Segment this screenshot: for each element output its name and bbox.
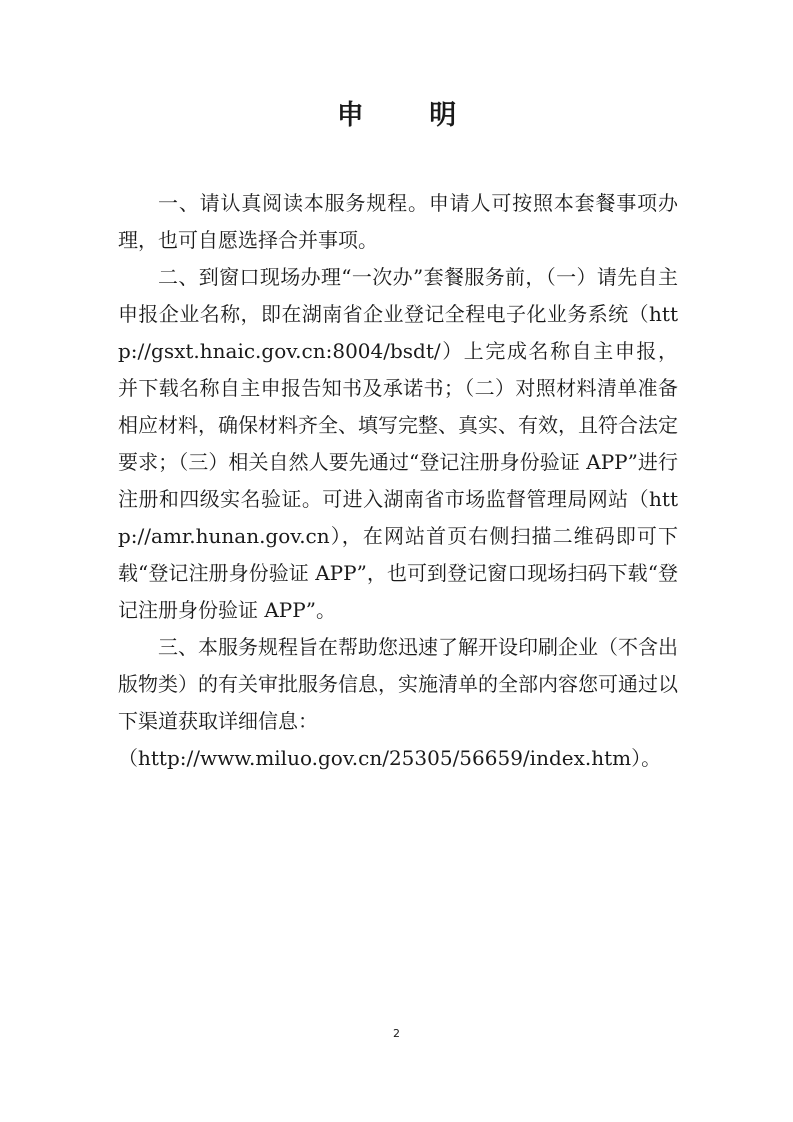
page-title: 申 明: [336, 100, 485, 131]
paragraph-1: 一、请认真阅读本服务规程。申请人可按照本套餐事项办理，也可自愿选择合并事项。: [118, 191, 678, 252]
paragraph-2: 二、到窗口现场办理“一次办”套餐服务前，（一）请先自主申报企业名称，即在湖南省企业登记全程电子化业务系统（http://gsxt.hnaic.gov.cn:8004/bsdt/）上完成名称自主申报，并下载名称自主申报告知书及承诺书；（二）对照材料清单准备相应材料，确保材料齐全、填写完整、真实、有效，且符合法定要求；（三）相关自然人要先通过“登记注册身份验证 APP”进行注册和四级实名验证。可进入湖南省市场监督管理局网站（http://amr.hunan.gov.cn），在网站首页右侧扫描二维码即可下载“登记注册身份验证 APP”，也可到登记窗口现场扫码下载“登记注册身份验证 APP”。: [118, 265, 678, 622]
page-number: 2: [393, 1027, 400, 1040]
info-url-line: （http://www.miluo.gov.cn/25305/56659/index.htm）。: [118, 746, 662, 770]
document-body: [118, 185, 678, 777]
paragraph-3: 三、本服务规程旨在帮助您迅速了解开设印刷企业（不含出版物类）的有关审批服务信息，实施清单的全部内容您可通过以下渠道获取详细信息：: [118, 635, 678, 733]
